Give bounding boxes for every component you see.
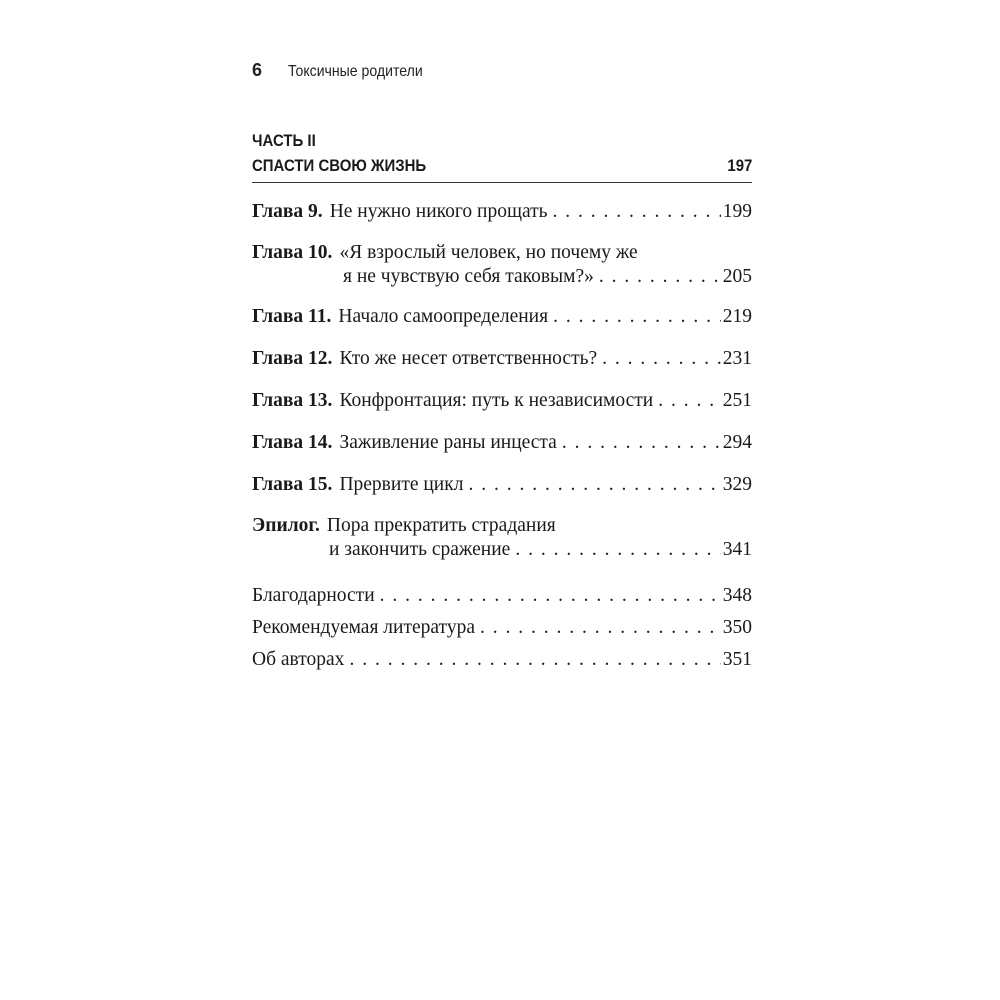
toc-entry-chapter-11[interactable] <box>252 305 752 329</box>
toc-entry-chapter-10[interactable] <box>252 241 752 289</box>
chapter-page: 329 <box>722 474 752 495</box>
chapter-page: 341 <box>722 539 752 560</box>
dot-leader <box>658 389 721 413</box>
back-matter-title: Об авторах <box>252 649 345 670</box>
dot-leader <box>515 538 720 562</box>
chapter-title: Конфронтация: путь к независимости <box>339 390 654 411</box>
dot-leader <box>599 265 721 289</box>
dot-leader <box>602 347 721 371</box>
back-matter-page: 348 <box>722 585 752 606</box>
toc-entry-acknowledgements[interactable] <box>252 584 752 608</box>
back-matter-title: Благодарности <box>252 585 375 606</box>
dot-leader <box>380 584 721 608</box>
page-number: 6 <box>252 60 263 80</box>
dot-leader <box>553 305 721 329</box>
part-title-row <box>252 153 752 183</box>
back-matter-title: Рекомендуемая литература <box>252 617 475 638</box>
toc-entry-chapter-15[interactable] <box>252 473 752 497</box>
book-title: Токсичные родители <box>288 63 424 80</box>
part-heading <box>252 128 752 183</box>
dot-leader <box>468 473 720 497</box>
chapter-page: 199 <box>722 201 752 222</box>
back-matter-page: 351 <box>722 649 752 670</box>
toc-entry-epilogue[interactable] <box>252 514 752 562</box>
dot-leader <box>562 431 721 455</box>
back-matter-page: 350 <box>722 617 752 638</box>
toc-entry-chapter-9[interactable] <box>252 200 752 224</box>
chapter-title: Начало самоопределения <box>338 306 549 327</box>
running-header <box>252 60 442 81</box>
part-title: СПАСТИ СВОЮ ЖИЗНЬ <box>252 156 427 175</box>
chapter-title: Не нужно никого прощать <box>329 201 548 222</box>
chapter-page: 294 <box>722 432 752 453</box>
toc-entry-chapter-12[interactable] <box>252 347 752 371</box>
chapter-page: 205 <box>722 266 752 287</box>
dot-leader <box>349 648 720 672</box>
chapter-title: Заживление раны инцеста <box>339 432 557 453</box>
chapter-label: Глава 14. <box>252 432 333 453</box>
part-page: 197 <box>727 156 752 175</box>
chapter-title: Кто же несет ответственность? <box>339 348 598 369</box>
toc-entry-recommended-reading[interactable] <box>252 616 752 640</box>
chapter-label: Глава 13. <box>252 390 333 411</box>
part-label: ЧАСТЬ II <box>252 131 316 150</box>
chapter-label: Эпилог. <box>252 515 320 536</box>
chapter-page: 231 <box>722 348 752 369</box>
toc-entry-about-authors[interactable] <box>252 648 752 672</box>
chapter-title-line-1: Пора прекратить страдания <box>326 515 556 536</box>
chapter-page: 251 <box>722 390 752 411</box>
chapter-page: 219 <box>722 306 752 327</box>
chapter-title-line-2: и закончить сражение <box>329 539 511 560</box>
dot-leader <box>480 616 721 640</box>
dot-leader <box>553 200 721 224</box>
toc-entry-chapter-14[interactable] <box>252 431 752 455</box>
toc-entry-chapter-13[interactable] <box>252 389 752 413</box>
chapter-title: Прервите цикл <box>339 474 464 495</box>
chapter-label: Глава 12. <box>252 348 333 369</box>
chapter-label: Глава 10. <box>252 242 333 263</box>
chapter-label: Глава 9. <box>252 201 323 222</box>
chapter-title-line-2: я не чувствую себя таковым?» <box>343 266 594 287</box>
chapter-label: Глава 15. <box>252 474 333 495</box>
chapter-title-line-1: «Я взрослый человек, но почему же <box>339 242 638 263</box>
chapter-label: Глава 11. <box>252 306 332 327</box>
